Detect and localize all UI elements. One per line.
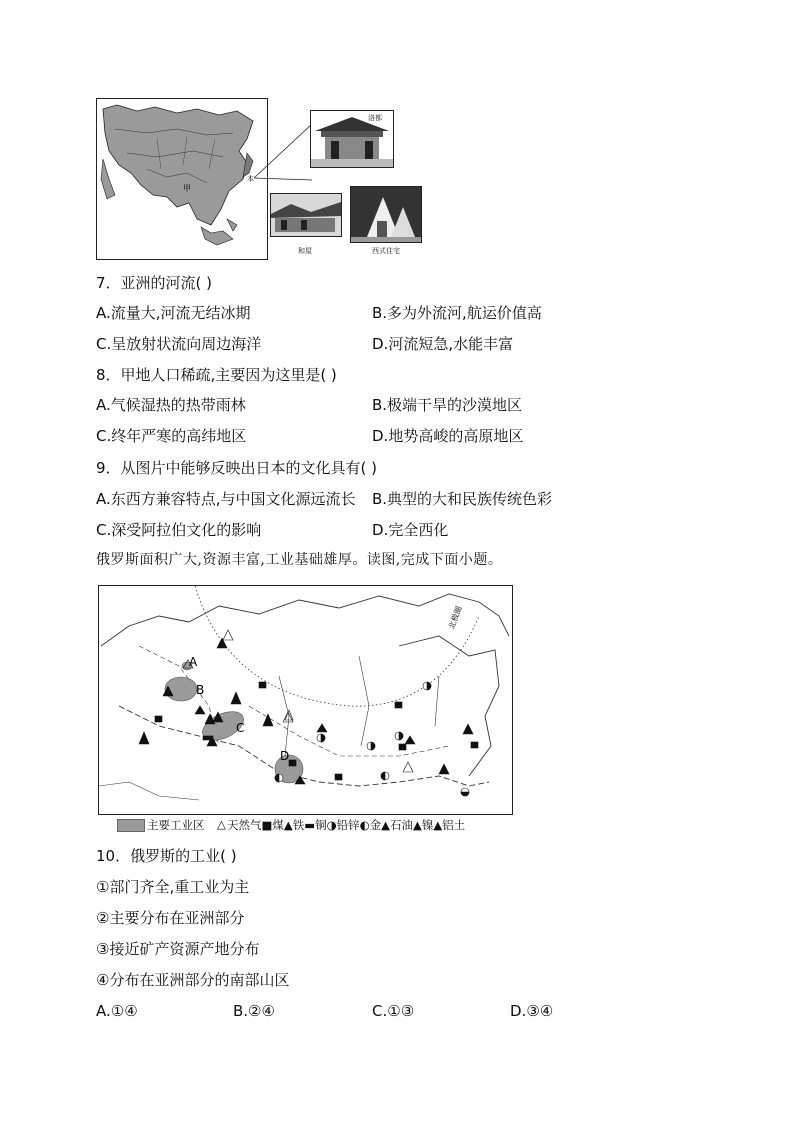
q9-option-a: A.东西方兼容特点,与中国文化源远流长 — [96, 490, 356, 508]
q10-statement-2: ②主要分布在亚洲部分 — [96, 909, 245, 927]
legend-industrial-label: 主要工业区 — [147, 818, 205, 832]
q8-option-c: C.终年严寒的高纬地区 — [96, 427, 247, 445]
q10-option-d: D.③④ — [510, 1002, 554, 1020]
q8-option-d: D.地势高峻的高原地区 — [372, 427, 524, 445]
q10-statement-3: ③接近矿产资源产地分布 — [96, 940, 260, 958]
region-label-a: A — [189, 655, 198, 669]
arctic-circle-label: 北极圈 — [447, 604, 464, 631]
region-label-b: B — [196, 683, 205, 697]
q10-statement-1: ①部门齐全,重工业为主 — [96, 878, 250, 896]
q9-stem: 9．从图片中能够反映出日本的文化具有( ) — [96, 459, 378, 477]
southern-border — [119, 706, 489, 786]
photo-caption-palace: 洛都 — [368, 114, 382, 122]
asia-map-figure — [96, 98, 268, 260]
region-label-d: D — [280, 749, 290, 763]
q9-option-c: C.深受阿拉伯文化的影响 — [96, 521, 262, 539]
map-label-jia: 甲 — [183, 184, 191, 193]
map-label-ben: 本 — [247, 175, 254, 183]
q7-option-b: B.多为外流河,航运价值高 — [372, 304, 542, 322]
q10-stem: 10．俄罗斯的工业( ) — [96, 847, 237, 865]
asia-landmass — [103, 105, 253, 225]
russia-map-figure — [98, 585, 513, 815]
q10-statement-4: ④分布在亚洲部分的南部山区 — [96, 971, 290, 989]
q7-stem: 7．亚洲的河流( ) — [96, 274, 213, 292]
photo-caption-western: 西式住宅 — [372, 247, 400, 255]
q9-option-d: D.完全西化 — [372, 521, 449, 539]
intro-text: 俄罗斯面积广大,资源丰富,工业基础雄厚。读图,完成下面小题。 — [96, 552, 503, 568]
q8-option-a: A.气候湿热的热带雨林 — [96, 396, 246, 414]
q10-option-c: C.①③ — [372, 1002, 415, 1020]
q7-option-d: D.河流短急,水能丰富 — [372, 335, 514, 353]
east-coastline — [399, 636, 499, 776]
asia-map — [97, 99, 267, 259]
legend-gas-icon: △ — [217, 817, 226, 831]
photo-western-house — [350, 186, 422, 243]
q10-option-a: A.①④ — [96, 1002, 138, 1020]
region-label-c: C — [236, 721, 245, 735]
q8-option-b: B.极端干旱的沙漠地区 — [372, 396, 523, 414]
russia-map — [99, 586, 512, 814]
q9-option-b: B.典型的大和民族传统色彩 — [372, 490, 553, 508]
q10-option-b: B.②④ — [233, 1002, 275, 1020]
north-coastline — [101, 594, 509, 646]
legend-resources: 天然气■煤▲铁▬铜◑铅锌◐金▲石油▲镍▲铝土 — [227, 818, 466, 832]
q8-stem: 8．甲地人口稀疏,主要因为这里是( ) — [96, 366, 337, 384]
q7-option-a: A.流量大,河流无结冰期 — [96, 304, 251, 322]
q7-option-c: C.呈放射状流向周边海洋 — [96, 335, 262, 353]
arctic-circle — [195, 586, 479, 706]
photo-caption-wooden: 和屋 — [298, 247, 312, 255]
photo-wooden-house — [270, 193, 342, 237]
legend-industrial-swatch — [117, 819, 145, 832]
